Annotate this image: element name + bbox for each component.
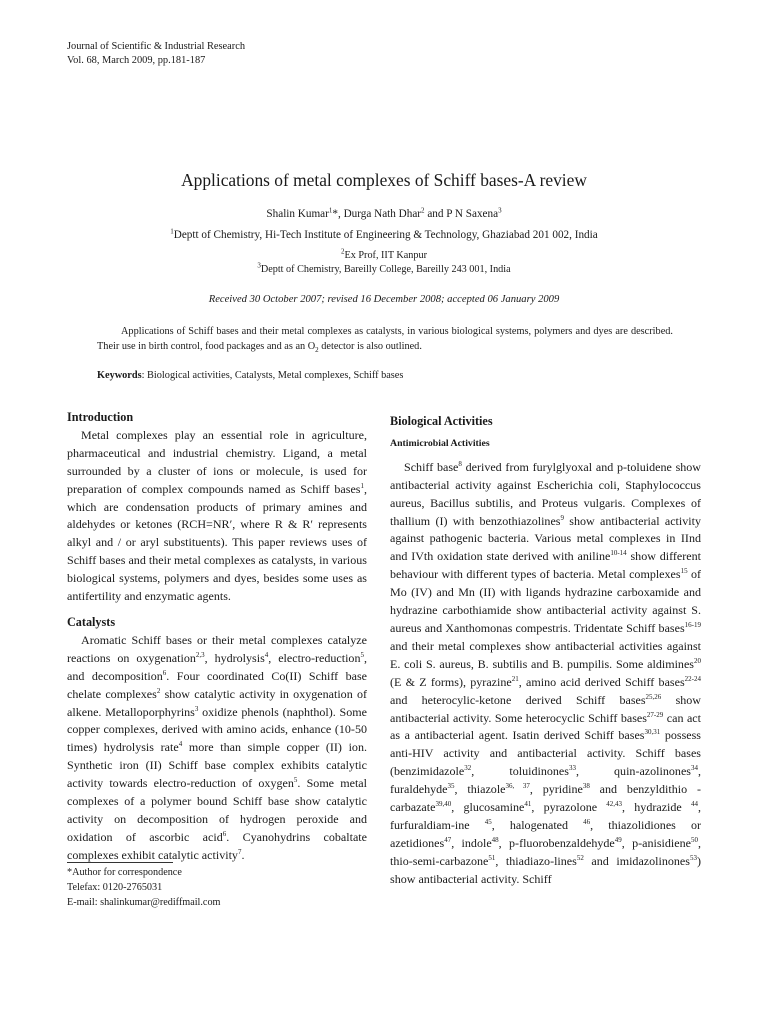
paragraph-text: , and decomposition [67, 650, 367, 683]
journal-volume: Vol. 68, March 2009, pp.181-187 [67, 55, 206, 66]
abstract [97, 324, 673, 354]
citation: 36, 37 [505, 782, 530, 791]
right-column [390, 413, 701, 889]
footnote-telefax: Telefax: 0120-2765031 [67, 881, 163, 893]
author-star: * [332, 208, 338, 220]
paragraph-text: , glucosamine [451, 800, 525, 815]
paragraph-text: Schiff base [404, 459, 459, 474]
paper-title: Applications of metal complexes of Schiff bases-A review [181, 170, 587, 190]
paragraph-text: , indole [451, 835, 492, 850]
paragraph-text: , halogenated [491, 817, 584, 832]
citation: 35 [447, 782, 455, 791]
citation: 2,3 [195, 650, 205, 659]
citation: 2 [156, 686, 161, 695]
catalysts-heading: Catalysts [67, 614, 116, 629]
intro-text: , which are condensation products of primary amines and aldehydes or ketones (RCH=NR′, where R & R′ represents alkyl and / or aryl substituents). This paper reviews uses of Schiff bases and their metal complexes as catalysts, in various biological systems, polymers and dyes, besides some uses as antifertility and enzymatic agents. [67, 481, 367, 604]
citation: 1 [360, 481, 364, 490]
footnote-rule [67, 862, 173, 863]
affiliation-mark: 3 [257, 261, 261, 270]
citation: 4 [178, 740, 183, 749]
citation: 51 [488, 853, 496, 862]
paragraph-text: possess anti-HIV activity and antibacterial activity. Schiff bases (benzimidazole [390, 728, 701, 779]
citation: 4 [264, 650, 269, 659]
received-dates: Received 30 October 2007; revised 16 December 2008; accepted 06 January 2009 [208, 294, 560, 305]
citation: 46 [583, 817, 591, 826]
citation: 7 [237, 847, 242, 856]
citation: 50 [690, 835, 698, 844]
citation: 47 [444, 835, 452, 844]
citation: 33 [568, 764, 576, 773]
citation: 9 [560, 513, 564, 522]
paragraph-text: (E & Z forms), pyrazine [390, 674, 512, 689]
author-mark: 1 [328, 206, 333, 215]
paragraph-text: , furaldehyde [390, 764, 701, 797]
citation: 8 [458, 459, 462, 468]
paragraph-text: , hydrazide [622, 800, 691, 815]
affiliation-text: Ex Prof, IIT Kanpur [344, 250, 427, 261]
citation: 41 [524, 800, 532, 809]
left-column [67, 409, 367, 865]
citation: 10-14 [610, 549, 627, 558]
author-mark: 3 [498, 206, 502, 215]
citation: 39,40 [435, 800, 452, 809]
affiliation-text: Deptt of Chemistry, Hi-Tech Institute of Engineering & Technology, Ghaziabad 201 002, India [173, 229, 598, 241]
catalysts-paragraph [67, 632, 367, 865]
introduction-heading: Introduction [67, 410, 134, 424]
paragraph-text: , thiazolidiones or azetidiones [390, 817, 702, 850]
paragraph-text: ) show antibacterial activity. Schiff [390, 853, 701, 886]
citation: 32 [464, 764, 472, 773]
paragraph-text: and their metal complexes show antibacterial activities against E. coli S. aureus, B. subtilis and B. pumpilis. Some aldimines [390, 638, 701, 671]
paragraph-text: show antibacterial activity against pathogenic bacteria. Various metal complexes in IInd and IVth oxidation state derived with aniline [390, 513, 701, 564]
citation: 6 [222, 829, 227, 838]
keywords-label: Keywords [97, 370, 142, 381]
paragraph-text: show catalytic activity in oxygenation of alkene. Metalloporphyrins [67, 686, 367, 719]
citation: 49 [614, 835, 622, 844]
paragraph-text: , pyridine [529, 782, 583, 797]
keywords [97, 370, 403, 381]
paragraph-text: Aromatic Schiff bases or their metal complexes catalyze reactions on oxygenation [67, 632, 367, 665]
biological-paragraph [390, 459, 701, 889]
paragraph-text: and heterocylic-ketone derived Schiff bases [390, 692, 646, 707]
paragraph-text: , thiadiazo-lines [495, 853, 577, 868]
citation: 42,43 [606, 800, 623, 809]
paragraph-text: , hydrolysis [204, 650, 265, 665]
citation: 22-24 [684, 674, 701, 683]
citation: 27-29 [646, 710, 664, 719]
paragraph-text: of Mo (IV) and Mn (II) with ligands hydrazine carboxamide and hydrazine carbothiamide show antibacterial activity against S. aureus and Xanthomonas compestris. Tridentate Schiff bases [390, 567, 701, 635]
citation: 21 [511, 674, 519, 683]
author-sep: , [337, 208, 344, 220]
paragraph-text: , quin-azolinones [575, 764, 691, 779]
author-name: Durga Nath Dhar [343, 208, 422, 220]
affiliation-1 [0, 229, 768, 241]
affiliation-3 [0, 261, 768, 275]
paragraph-text: , thio-semi-carbazone [390, 835, 701, 868]
citation: 48 [491, 835, 499, 844]
paragraph-text: , electro-reduction [268, 650, 361, 665]
paragraph-text: and benzyldithio -carbazate [390, 782, 701, 815]
keywords-text: : Biological activities, Catalysts, Metal complexes, Schiff bases [141, 370, 404, 381]
introduction-paragraph [67, 427, 367, 606]
section-gap [67, 606, 367, 614]
abstract-subscript: 2 [315, 346, 319, 355]
paragraph-text: , pyrazolone [531, 800, 607, 815]
affiliation-mark: 1 [170, 227, 174, 236]
antimicrobial-subheading: Antimicrobial Activities [390, 437, 490, 449]
paragraph-text: , thiazole [454, 782, 506, 797]
journal-header [67, 40, 245, 68]
citation: 34 [690, 764, 698, 773]
citation: 5 [293, 776, 298, 785]
footnote [67, 866, 220, 910]
abstract-text-end: detector is also outlined. [318, 341, 422, 352]
paragraph-text: . [241, 847, 245, 862]
citation: 52 [576, 853, 584, 862]
citation: 25,26 [645, 692, 662, 701]
author-mark: 2 [421, 206, 425, 215]
paragraph-text: and imidazolinones [583, 853, 690, 868]
affiliation-mark: 2 [341, 247, 345, 256]
footnote-email: E-mail: shalinkumar@rediffmail.com [67, 896, 221, 908]
citation: 3 [194, 704, 199, 713]
intro-text: Metal complexes play an essential role in agriculture, pharmaceutical and industrial chemistry. Ligand, a metal surrounded by a cluster of ions or molecule, is used for preparation of complex compounds named as Schiff bases [67, 427, 367, 496]
paragraph-text: . Some metal complexes of a polymer bound Schiff base show catalytic activity on decomposition of hydrogen peroxide and oxidation of ascorbic acid [67, 776, 367, 844]
paragraph-text: . Cyanohydrins cobaltate complexes exhibit catalytic activity [67, 829, 367, 862]
paragraph-text: show different behaviour with different types of bacteria. Metal complexes [390, 549, 702, 582]
affiliation-2 [0, 247, 768, 261]
citation: 15 [680, 567, 688, 576]
citation: 38 [582, 782, 590, 791]
paragraph-text: can act as a antibacterial agent. Isatin derived Schiff bases [390, 710, 701, 743]
citation: 20 [694, 656, 701, 665]
paragraph-text: show antibacterial activity. Some heterocyclic Schiff bases [390, 692, 701, 725]
citation: 44 [690, 800, 698, 809]
author-name: Shalin Kumar [266, 208, 329, 220]
paragraph-text: , p-fluorobenzaldehyde [498, 835, 615, 850]
paragraph-text: , p-anisidiene [621, 835, 691, 850]
affiliation-text: Deptt of Chemistry, Bareilly College, Bareilly 243 001, India [260, 264, 511, 275]
footnote-author: *Author for correspondence [67, 867, 182, 878]
citation: 16-19 [684, 620, 701, 629]
citation: 6 [162, 668, 167, 677]
paragraph-text: , furfuraldiam-ine [390, 800, 701, 832]
author-sep: and [424, 208, 447, 220]
paragraph-text: oxidize phenols (naphthol). Some copper complexes, derived with amino acids, enhance (10-50 times) hydrolysis rate [67, 704, 367, 755]
citation: 30,31 [644, 728, 661, 737]
author-list [0, 208, 768, 220]
paragraph-text: , toluidinones [471, 764, 569, 779]
citation: 5 [360, 650, 364, 659]
journal-name: Journal of Scientific & Industrial Research [67, 41, 246, 52]
paragraph-text: . Four coordinated Co(II) Schiff base chelate complexes [67, 668, 367, 701]
author-name: P N Saxena [446, 208, 499, 220]
paragraph-text: , amino acid derived Schiff bases [518, 674, 685, 689]
abstract-text: Applications of Schiff bases and their metal complexes as catalysts, in various biological systems, polymers and dyes are described. Their use in birth control, food packages and as an O [97, 326, 673, 352]
paragraph-text: more than simple copper (II) ion. Synthetic iron (II) Schiff base complex exhibits catalytic activity towards electro-reduction of oxygen [67, 740, 367, 791]
citation: 53 [689, 853, 697, 862]
paragraph-text: derived from furylglyoxal and p-toluidene show antibacterial activity against Escherichia coli, Staphylococcus aureus, Bacillus subtilis, and Proteus vulgaris. Complexes of thallium (I) with benzothiazolines [390, 459, 702, 528]
citation: 45 [484, 817, 492, 826]
biological-heading: Biological Activities [390, 414, 493, 428]
